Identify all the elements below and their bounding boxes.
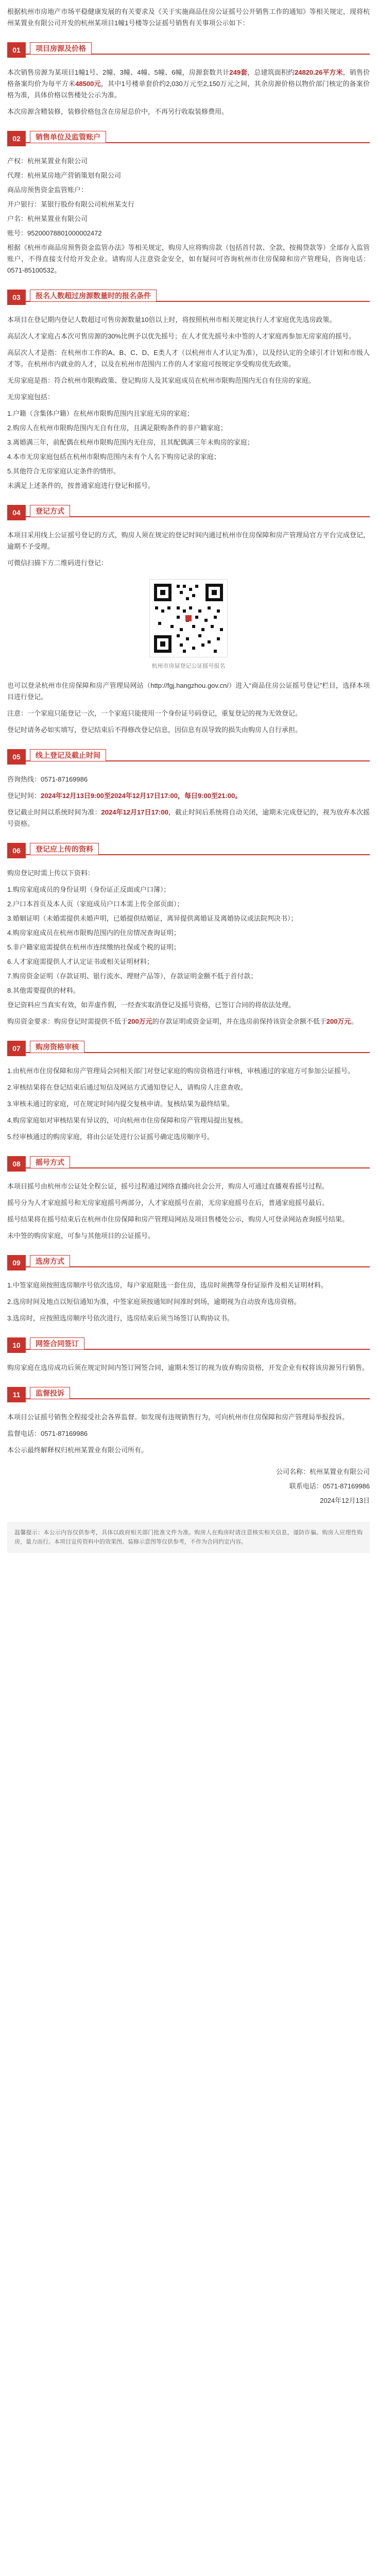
s3-paragraph-3: 高层次人才是指：在杭州市工作的A、B、C、D、E类人才（以杭州市人才认定为准），以及经认定的全球引才计划和市级人才等。在杭州市内就业的人才，以及在杭州市范围内工作的人才家庭可按规定享受购房优先政策。 (7, 349, 370, 368)
section-number: 10 (7, 1337, 26, 1353)
section-number: 09 (7, 1255, 26, 1270)
s3-list (7, 408, 370, 477)
section-number: 08 (7, 1156, 26, 1172)
section-title: 项目房源及价格 (30, 42, 92, 55)
section-title: 线上登记及截止时间 (30, 749, 106, 761)
list-item: 6.人才家庭需提供人才认定证书或相关证明材料； (7, 958, 153, 965)
company-line: 公司名称：杭州某置业有限公司 (276, 1468, 370, 1476)
section-number: 04 (7, 505, 26, 520)
phone-number[interactable]: 0571-87169986 (322, 1482, 370, 1490)
s6-paragraph-2: 登记资料应当真实有效，如弄虚作假，一经查实取消登记及摇号资格，已签订合同的将依法处理。 (7, 1001, 296, 1009)
s3-paragraph-1: 本项目在登记期内登记人数超过可售房源数量10倍以上时，将按照杭州市相关规定执行人才家庭优先选房政策。 (7, 316, 336, 324)
seller-info (7, 156, 370, 239)
account-number: 账号：95200078801000002472 (7, 229, 102, 237)
section-title: 登记方式 (30, 505, 70, 517)
list-item: 1.购房家庭成员的身份证明（身份证正反面或户口簿）； (7, 886, 170, 893)
s8-paragraph-4: 未中签的购房家庭，可参与其他项目的公证摇号。 (7, 1232, 155, 1240)
section-header-08 (7, 1154, 370, 1174)
s3-paragraph-6: 未满足上述条件的，按普通家庭进行登记和摇号。 (7, 482, 155, 489)
s1-paragraph-2: 本次房源含精装修，装修价格包含在房屋总价中，不再另行收取装修费用。 (7, 108, 229, 115)
s3-paragraph-4: 无房家庭是指：符合杭州市限购政策、登记购房人及其家庭成员在杭州市限购范围内无自有住房的家庭。 (7, 377, 316, 384)
section-number: 06 (7, 843, 26, 858)
signoff (7, 1466, 370, 1506)
s4-paragraph-4: 注意：一个家庭只能登记一次，一个家庭只能使用一个身份证号码登记，重复登记的视为无效登记。 (7, 709, 302, 717)
account-label: 商品房预售资金监管账户： (7, 186, 88, 194)
registration-time: 登记时间：2024年12月13日9:00至2024年12月17日17:00，每日9:00至21:00。 (7, 792, 242, 800)
section-number: 11 (7, 1387, 26, 1402)
section-header-02 (7, 129, 370, 148)
section-header-04 (7, 503, 370, 522)
s7-paragraph-2: 2.审核结果将在登记结束后通过短信及网站方式通知登记人，请购房人注意查收。 (7, 1083, 247, 1091)
section-title: 报名人数超过房源数量时的报名条件 (30, 290, 157, 302)
section-title: 销售单位及监管账户 (30, 131, 106, 143)
list-item: 7.购房资金证明（存款证明、银行流水、理财产品等），存款证明金额不低于首付款； (7, 972, 258, 980)
section-header-07 (7, 1039, 370, 1058)
phone-line: 联系电话：0571-87169986 (289, 1482, 370, 1490)
s8-paragraph-2: 摇号分为人才家庭摇号和无房家庭摇号两部分，人才家庭摇号在前，无房家庭摇号在后，普通家庭摇号最后。 (7, 1199, 329, 1207)
section-header-01 (7, 40, 370, 60)
s6-paragraph-3: 购房资金要求：购房登记时需提供不低于200万元的存款证明或资金证明，并在选房前保持该资金余额不低于200万元。 (7, 1018, 358, 1025)
section-title: 网签合同签订 (30, 1337, 84, 1350)
account-name: 户名：杭州某置业有限公司 (7, 215, 88, 223)
s7-paragraph-3: 3.审核未通过的家庭，可在规定时间内提交复核申请。复核结果为最终结果。 (7, 1100, 234, 1108)
hotline-number[interactable]: 0571-87169986 (41, 775, 88, 783)
footer-text: 温馨提示：本公示内容仅供参考，具体以政府相关部门批准文件为准。购房人在购房时请注意核实相关信息，谨防诈骗。购房人应理性购房，量力而行。本项目宣传资料中的效果图、装修示意图等仅供参考，不作为合同约定内容。 (14, 1530, 363, 1545)
list-item: 5.非户籍家庭需提供在杭州市连续缴纳社保或个税的证明； (7, 943, 180, 951)
s4-paragraph-1: 本项目采用线上公证摇号登记的方式，购房人须在规定的登记时间内通过杭州市住房保障和房产管理局官方平台完成登记，逾期不予受理。 (7, 531, 370, 550)
section-header-11 (7, 1385, 370, 1404)
s11-paragraph-3: 本公示最终解释权归杭州某置业有限公司所有。 (7, 1446, 148, 1454)
s5-paragraph-2: 登记截止时间以系统时间为准：2024年12月17日17:00，截止时间后系统将自动关闭，逾期未完成登记的，视为放弃本次摇号资格。 (7, 808, 370, 827)
footer-disclaimer (7, 1522, 370, 1553)
s8-paragraph-1: 本项目摇号由杭州市公证处全程公证，摇号过程通过网络直播向社会公开，购房人可通过直播观看摇号过程。 (7, 1182, 329, 1190)
list-item: 5.其他符合无房家庭认定条件的情形。 (7, 467, 120, 475)
qr-code-icon[interactable] (149, 579, 228, 657)
section-header-03 (7, 287, 370, 307)
s8-paragraph-3: 摇号结果将在摇号结束后在杭州市住房保障和房产管理局网站及项目售楼处公示，购房人可登录网站查询摇号结果。 (7, 1215, 349, 1223)
list-item: 1.户籍（含集体户籍）在杭州市限购范围内且家庭无房的家庭； (7, 410, 194, 417)
s7-paragraph-4: 4.购房家庭如对审核结果有异议的，可向杭州市住房保障和房产管理局提出复核。 (7, 1116, 247, 1124)
s6-paragraph-1: 购房登记时需上传以下资料： (7, 869, 95, 877)
section-title: 登记应上传的资料 (30, 843, 99, 855)
s11-paragraph-1: 本项目公证摇号销售全程接受社会各界监督。如发现有违规销售行为，可向杭州市住房保障和房产管理局举报投诉。 (7, 1413, 349, 1421)
hotline: 咨询热线：0571-87169986 (7, 775, 88, 783)
seller: 产权：杭州某置业有限公司 (7, 157, 88, 165)
section-number: 02 (7, 131, 26, 146)
s1-paragraph-1: 本次销售房源为某项目1幢1号、2幢、3幢、4幢、5幢、6幢，房源套数共计249套，总建筑面积约24820.26平方米，销售价格备案均价为每平方米48500元，其中1号楼单套价约2,030万元至2,150万元之间，其余房源价格以物价部门核定的备案价格为准，具体价格以售楼处公示为准。 (7, 69, 370, 99)
s7-paragraph-5: 5.经审核通过的购房家庭，将由公证处进行公证摇号确定选房顺序号。 (7, 1133, 214, 1141)
s6-list (7, 884, 370, 996)
bank: 开户银行：某银行股份有限公司杭州某支行 (7, 200, 135, 208)
agency: 代理：杭州某房地产营销策划有限公司 (7, 172, 122, 179)
s4-paragraph-5: 登记时请务必如实填写，登记结束后不得修改登记信息，因信息有误导致的损失由购房人自行承担。 (7, 726, 302, 734)
section-header-09 (7, 1253, 370, 1273)
section-number: 07 (7, 1041, 26, 1056)
s2-note: 根据《杭州市商品房预售资金监管办法》等相关规定，购房人应将购房款（包括首付款、全款、按揭贷款等）全部存入监管账户，不得直接支付给开发企业。请购房人注意资金安全，如有疑问可咨询杭州市住房保障和房产管理局，咨询电话：0571-85100532。 (7, 244, 370, 274)
list-item: 8.其他需要提供的材料。 (7, 987, 80, 994)
list-item: 2.户口本首页及本人页（家庭成员户口本需上传全部页面）； (7, 900, 184, 908)
list-item: 2.购房人在杭州市限购范围内无自有住房，且满足限购条件的非户籍家庭； (7, 424, 227, 432)
section-header-10 (7, 1335, 370, 1355)
section-number: 05 (7, 749, 26, 765)
s7-paragraph-1: 1.由杭州市住房保障和房产管理局会同相关部门对登记家庭的购房资格进行审核，审核通过的家庭方可参加公证摇号。 (7, 1067, 354, 1075)
s3-paragraph-2: 高层次人才家庭占本次可售房源的30%比例予以优先摇号；在人才优先摇号未中签的人才家庭再参加无房家庭的摇号。 (7, 332, 356, 340)
section-title: 选房方式 (30, 1255, 70, 1267)
section-header-06 (7, 841, 370, 860)
section-title: 监督投诉 (30, 1387, 70, 1399)
intro-paragraph: 根据杭州市房地产市场平稳健康发展的有关要求及《关于实施商品住房公证摇号公开销售工作的通知》等相关规定，现将杭州某置业有限公司开发的杭州某项目1幢1号楼等公证摇号销售有关事项公示如下： (7, 8, 370, 27)
s11-paragraph-2: 监督电话：0571-87169986 (7, 1430, 88, 1437)
list-item: 3.婚姻证明（未婚需提供未婚声明，已婚提供结婚证，离异提供离婚证及离婚协议或法院判决书）； (7, 914, 298, 922)
list-item: 3.离婚满三年，前配偶在杭州市限购范围内无住房，且其配偶满三年未购房的家庭； (7, 438, 254, 446)
qr-block (7, 579, 370, 672)
s4-paragraph-2: 可微信扫描下方二维码进行登记： (7, 559, 108, 567)
date-line: 2024年12月13日 (320, 1497, 370, 1504)
qr-caption: 杭州市房屋登记公证摇号报名 (151, 663, 226, 669)
section-header-05 (7, 747, 370, 767)
s3-list-title: 无房家庭包括： (7, 393, 55, 401)
section-title: 摇号方式 (30, 1156, 70, 1168)
s9-paragraph-1: 1.中签家庭须按照选房顺序号依次选房，每户家庭限选一套住房，选房时须携带身份证原件及相关证明材料。 (7, 1281, 328, 1289)
s4-paragraph-3: 也可以登录杭州市住房保障和房产管理局网站（http://fgj.hangzhou.gov.cn/）进入“商品住房公证摇号登记”栏目，选择本项目进行登记。 (7, 682, 370, 701)
s9-paragraph-2: 2.选房时间及地点以短信通知为准，中签家庭须按通知时间准时到场，逾期视为自动放弃选房资格。 (7, 1298, 301, 1306)
section-number: 01 (7, 42, 26, 58)
section-number: 03 (7, 290, 26, 305)
list-item: 4.购房家庭成员在杭州市限购范围内的住房情况查询证明； (7, 929, 180, 937)
section-title: 购房资格审核 (30, 1041, 84, 1053)
s10-paragraph-1: 购房家庭在选房成功后须在规定时间内签订网签合同，逾期未签订的视为放弃购房资格，开发企业有权将该房源另行销售。 (7, 1364, 369, 1371)
list-item: 4.本市无房家庭包括在杭州市限购范围内未有个人名下购房记录的家庭； (7, 453, 220, 461)
s9-paragraph-3: 3.选房时，应按照选房顺序号依次进行，选房结束后须当场签订认购协议书。 (7, 1314, 234, 1322)
